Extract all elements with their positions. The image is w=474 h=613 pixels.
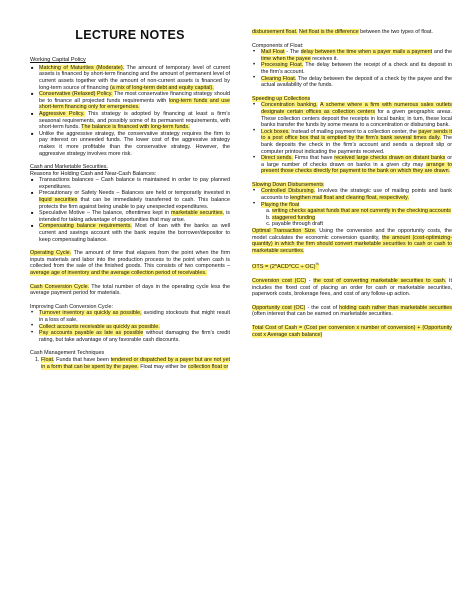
- cms-list: [30, 177, 230, 243]
- cms-item: ■ Speculative Motive – The balance, oftentimes kept in marketable securities, is intended for taking advantage of opportunities that may arise.: [39, 210, 230, 223]
- component-item: • Processing Float. The delay between the receipt of a check and its deposit in the firm’s account.: [261, 62, 452, 75]
- wcp-item: ■ Aggressive Policy. This strategy is adopted by financing at least a firm’s seasonal requirements, and possibly some of its permanent requirements, with short-term funds. The balance is financed with long-term funds.: [39, 111, 230, 131]
- opportunity-cost-paragraph: Opportunity cost (OC) - the cost of holding cash rather than marketable securities (often interest that can be earned on marketable securities.: [252, 304, 452, 318]
- playing-float-item: a. writing checks against funds that are not currently in the checking accounts: [272, 208, 452, 215]
- total-cost-paragraph: Total Cost of Cash = (Cost per conversion x number of conversion) + (Opportunity cost x Average cash balance): [252, 325, 452, 338]
- cash-conversion-paragraph: Cash Conversion Cycle. The total number of days in the operating cycle less the average payment period for materials.: [30, 283, 230, 297]
- left-column: [30, 0, 230, 370]
- component-item: • Mail Float - The delay between the time when a payer mails a payment and the time when the payee receives it.: [261, 49, 452, 62]
- iccc-item: • Collect accounts receivable as quickly as possible.: [39, 324, 230, 331]
- components-list: [252, 49, 452, 89]
- cmt-list: [30, 357, 230, 370]
- page-title: LECTURE NOTES: [75, 28, 185, 42]
- wcp-item: ■ Conservative (Relaxed) Policy. The most conservative financing strategy should be to finance all projected funds requirements with long-term funds and use short-term financing only for emergencies.: [39, 91, 230, 111]
- ots-paragraph: Optimal Transaction Size. Using the conversion and the opportunity costs, the model calculates the economic conversion quantity, the amount (cost-optimizing-quantity) in which the firm should convert marketable securities to cash or cash to marketable securities.: [252, 228, 453, 254]
- right-column: [252, 0, 452, 338]
- ots-heading: Optimal Transaction Size.: [252, 228, 317, 235]
- iccc-item: • Pay accounts payable as late as possible without damaging the firm’s credit rating, but take advantage of any favorable cash discounts.: [39, 330, 230, 343]
- cms-item: ■ Precautionary or Safety Needs – Balances are held or temporarily invested in liquid securities that can be immediately transferred to cash. This balance protects the firm against being unable to pay unexpected expenditures.: [39, 190, 230, 210]
- cash-conversion-heading: Cash Conversion Cycle.: [30, 283, 90, 290]
- cms-item: ■ Transactions balances – Cash balance is maintained in order to pay planned expenditures.: [39, 177, 230, 190]
- speeding-up-list: [252, 102, 452, 175]
- speeding-up-item: • Direct sends. Firms that have received large checks drawn on distant banks or a large number of checks drawn on banks in a given city may arrange to present those checks directly for payment to the bank on which they are drawn.: [261, 155, 452, 175]
- cms-item: ■ Compensating balance requirements. Most of loan with the banks as well current and savings account with the bank require the borrower/depositor to keep compensating balance.: [39, 223, 230, 243]
- iccc-item: • Turnover inventory as quickly as possible, avoiding stockouts that might result in a loss of sale.: [39, 310, 230, 323]
- cmt-heading: Cash Management Techniques: [30, 350, 105, 357]
- component-item: • Clearing Float. The delay between the deposit of a check by the payee and the actual availability of the funds.: [261, 76, 452, 89]
- playing-float-list: [252, 208, 452, 228]
- operating-cycle-heading: Operating Cycle.: [30, 250, 72, 257]
- playing-float-item: b. staggered funding: [272, 215, 452, 222]
- wcp-list: [30, 65, 230, 157]
- speeding-up-item: • Lock boxes. Instead of mailing payment to a collection center, the payer sends it to a post office box that is emptied by the firm’s bank several times daily. The bank deposits the check in the firm’s account and sends a deposit slip or computer printout indicating the payments received.: [261, 129, 452, 155]
- iccc-list: [30, 310, 230, 343]
- float-continuation: disbursement float. Net float is the difference between the two types of float.: [252, 29, 433, 35]
- slowing-down-list: [252, 188, 452, 208]
- operating-cycle-paragraph: Operating Cycle. The amount of time that elapses from the point when the firm inputs materials and labor into the production process to the point when cash is collected from the sale of the finished goods. This consists of two components – average age of inventory and the average collection period of receivables.: [30, 250, 230, 277]
- cms-heading: Cash and Marketable Securities.: [30, 164, 108, 171]
- wcp-heading: Working Capital Policy: [30, 57, 86, 63]
- iccc-heading: Improving Cash Conversion Cycle:: [30, 303, 113, 310]
- components-heading: Components of Float:: [252, 42, 304, 49]
- playing-float-item: c. payable through draft: [272, 221, 452, 228]
- ots-formula: OTS = (2*ACD*CC ÷ OC)$^{\frac{1}{2}}$: [252, 261, 319, 271]
- wcp-item: ■ Unlike the aggressive strategy, the conservative strategy requires the firm to pay interest on unneeded funds. The lower cost of the aggressive strategy makes it more profitable than the conservative strategy. However, the aggressive strategy involves more risk.: [39, 131, 230, 157]
- slowing-down-item: • Playing the float: [261, 202, 452, 209]
- speeding-up-item: • Concentration banking. A scheme where a firm with numerous sales outlets designate certain offices as collection centers for a given geographic areas. These collection centers deposit the receipts in local banks; in turn, these local banks transfer the funds by some means to a concentration or disbursing bank.: [261, 102, 452, 128]
- wcp-item: ■ Matching of Maturities (Moderate). The amount of temporary level of current assets is financed by short-term financing and the amount of permanent level of current assets together with the amount of non-current assets is financed by long-term source of financing (a mix of long-term debt and equity capital).: [39, 65, 230, 91]
- speeding-up-heading: Speeding up Collections: [252, 95, 311, 102]
- cmt-item: 1. Float. Funds that have been tendered or dispatched by a payer but are not yet in a form that can be spent by the payee. Float may either be collection float or: [41, 357, 230, 370]
- slowing-down-item: • Controlled Disbursing. Involves the strategic use of mailing points and bank accounts to lengthen mail float and clearing float, respectively.: [261, 188, 452, 201]
- slowing-down-heading: Slowing Down Disbursements: [252, 181, 324, 188]
- cms-subheading: Reasons for Holding Cash and Near-Cash Balances:: [30, 170, 157, 177]
- conversion-cost-paragraph: Conversion cost (CC) - the cost of converting marketable securities to cash. It includes the fixed cost of placing an order for cash or marketable securities, paperwork costs, brokerage fees, and cost of any follow-up action.: [252, 278, 452, 298]
